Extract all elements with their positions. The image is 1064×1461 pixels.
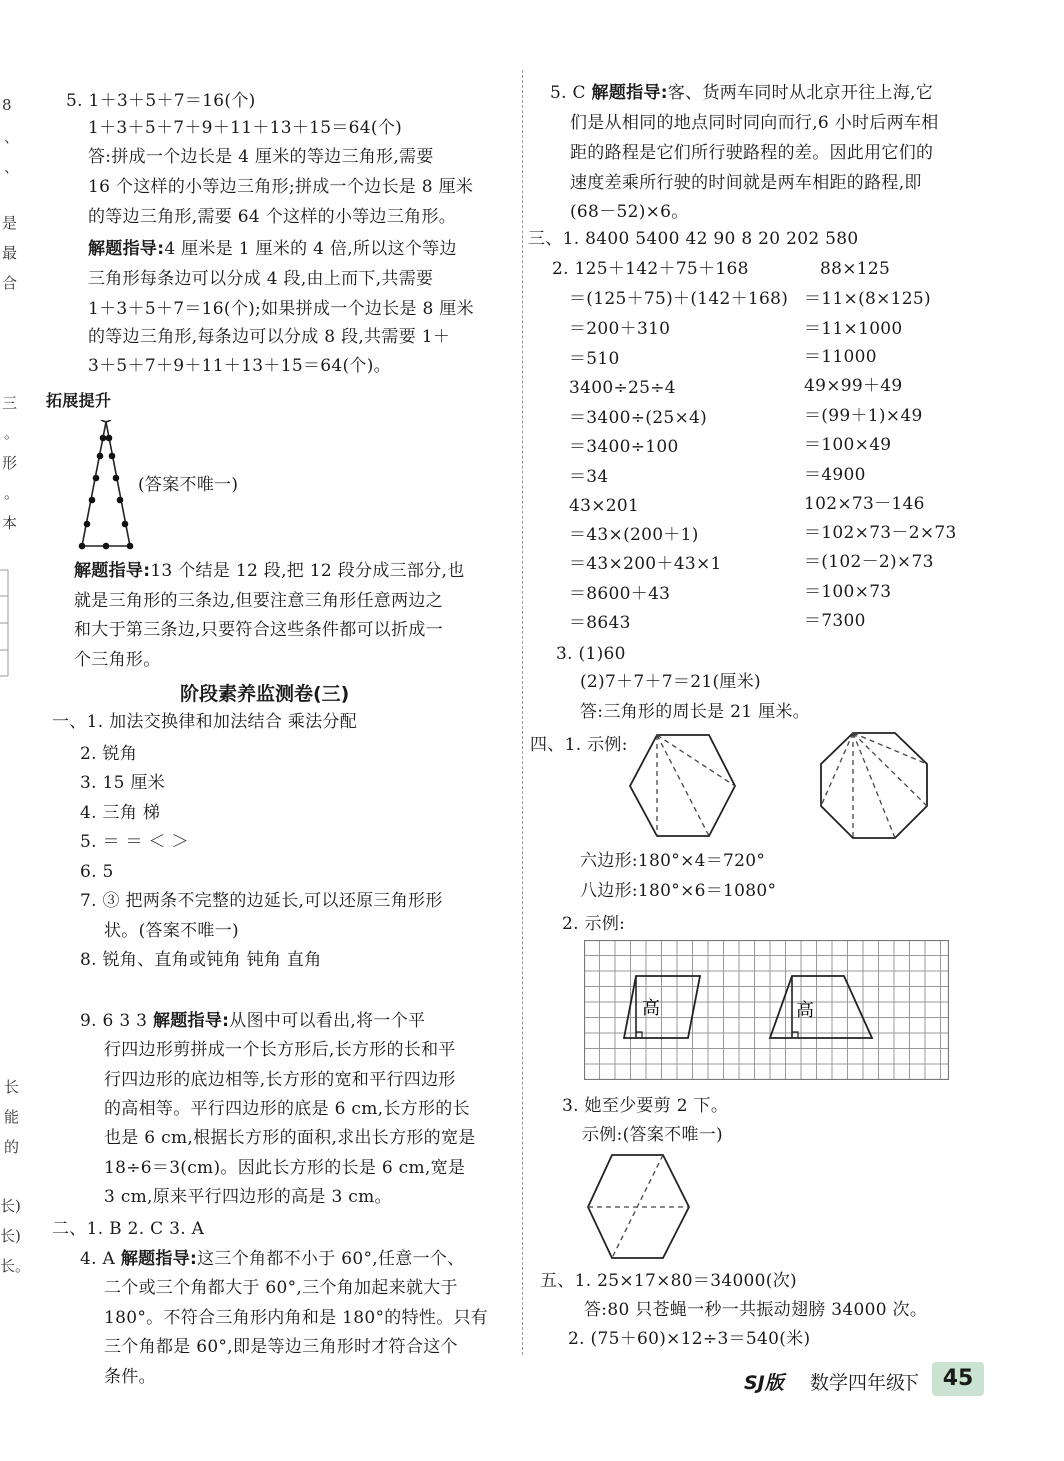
guide-text: 从图中可以看出,将一个平 (229, 1011, 426, 1031)
calc-line: ＝11×1000 (804, 319, 903, 339)
calc-line: ＝11000 (804, 347, 877, 367)
part4-item-1: 四、1. 示例: (530, 735, 628, 755)
calc-line: 2. 125＋142＋75＋168 (552, 259, 749, 279)
calc-line: ＝100×49 (804, 435, 892, 455)
extension-guide (74, 560, 465, 582)
calc-line: ＝3400÷100 (569, 437, 679, 457)
part1-item: 7. ③ 把两条不完整的边延长,可以还原三角形形 (80, 891, 443, 911)
part4-item-2: 2. 示例: (562, 914, 626, 934)
part1-item-9 (80, 1010, 425, 1032)
part3-item-3: 3. (1)60 (556, 644, 626, 664)
part2-guide: 二个或三个角都大于 60°,三个角加起来就大于 (104, 1278, 458, 1298)
part1-item: 6. 5 (80, 862, 114, 882)
q5-line: 1＋3＋5＋7＋9＋11＋13＋15＝64(个) (88, 118, 403, 138)
edge-mark: 。 (4, 484, 20, 502)
q5c-guide: 距的路程是它们所行驶路程的差。因此用它们的 (570, 143, 934, 163)
extension-note: (答案不唯一) (138, 475, 239, 495)
guide-label: 解题指导: (152, 1011, 230, 1031)
edge-mark: 长。 (0, 1257, 31, 1275)
part1-item: 4. 三角 梯 (80, 803, 161, 823)
q5c-guide: (68－52)×6。 (570, 202, 689, 222)
volume-label: 下 (900, 1372, 920, 1394)
guide-label: 解题指导: (120, 1249, 198, 1269)
part1-item: 5. ＝ ＝ ＜ ＞ (80, 832, 189, 852)
part1-item: 3. 15 厘米 (80, 773, 166, 793)
edge-mark: 、 (4, 128, 20, 146)
q5-answer: 答:拼成一个边长是 4 厘米的等边三角形,需要 (88, 147, 434, 167)
edge-mark: 长) (0, 1197, 21, 1215)
edge-mark: 长) (0, 1227, 21, 1245)
calc-line: ＝(99＋1)×49 (804, 406, 923, 426)
part1-guide: 3 cm,原来平行四边形的高是 3 cm。 (104, 1187, 392, 1207)
extension-guide: 和大于第三条边,只要符合这些条件都可以折成一 (74, 620, 444, 640)
height-label: 高 (642, 998, 660, 1019)
part1-item: 状。(答案不唯一) (104, 921, 239, 941)
hexagon-angle-sum: 六边形:180°×4＝720° (580, 851, 766, 871)
calc-line: ＝34 (569, 467, 609, 487)
edge-mark: 。 (4, 424, 20, 442)
guide-label: 解题指导: (74, 561, 151, 581)
guide-text: 4 厘米是 1 厘米的 4 倍,所以这个等边 (164, 239, 457, 259)
calc-line: ＝4900 (804, 465, 866, 485)
calc-line: 88×125 (820, 259, 891, 279)
part2-guide: 三个角都是 60°,即是等边三角形时才符合这个 (104, 1337, 458, 1357)
guide-label: 解题指导: (591, 83, 668, 103)
calc-line: ＝8600＋43 (569, 584, 671, 604)
edge-mark: 的 (4, 1138, 20, 1156)
edge-mark: 8 (2, 96, 12, 114)
grid-lines (584, 940, 949, 1080)
height-label: 高 (796, 1000, 814, 1021)
q5-guide (88, 238, 457, 260)
calc-line: ＝3400÷(25×4) (569, 408, 708, 428)
q5-answer: 16 个这样的小等边三角形;拼成一个边长是 8 厘米 (88, 177, 474, 197)
q5c-answer (550, 82, 933, 104)
edge-mark: 三 (2, 394, 18, 412)
answer-text: 4. A (80, 1249, 121, 1269)
part5-item-1: 五、1. 25×17×80＝34000(次) (540, 1271, 797, 1291)
q5-guide: 3＋5＋7＋9＋11＋13＋15＝64(个)。 (88, 356, 391, 376)
answer-text: 9. 6 3 3 (80, 1011, 153, 1031)
guide-label: 解题指导: (88, 239, 165, 259)
q5-guide: 1＋3＋5＋7＝16(个);如果拼成一个边长是 8 厘米 (88, 299, 474, 319)
calc-line: ＝43×200＋43×1 (569, 554, 722, 574)
part1-item: 8. 锐角、直角或钝角 钝角 直角 (80, 950, 322, 970)
page-number: 45 (932, 1362, 984, 1396)
grid-height-figure (584, 940, 949, 1080)
calc-line: ＝43×(200＋1) (569, 525, 699, 545)
edge-mark: 长 (4, 1078, 20, 1096)
part5-item-2: 2. (75＋60)×12÷3＝540(米) (568, 1329, 811, 1349)
edge-mark: 合 (2, 274, 18, 292)
part2-guide: 180°。不符合三角形内角和是 180°的特性。只有 (104, 1308, 489, 1328)
part1-guide: 也是 6 cm,根据长方形的面积,求出长方形的宽是 (104, 1128, 476, 1148)
column-divider (522, 70, 523, 1355)
calc-line: 43×201 (569, 496, 640, 516)
edge-mark: 最 (2, 244, 18, 262)
octagon-diagonals-figure (815, 730, 935, 844)
part4-item-3-note: 示例:(答案不唯一) (582, 1125, 723, 1145)
calc-line: 3400÷25÷4 (569, 378, 676, 398)
calc-line: ＝7300 (804, 611, 866, 631)
edge-mark: 能 (4, 1108, 20, 1126)
edge-mark: 是 (2, 214, 18, 232)
part2-guide: 条件。 (104, 1367, 156, 1387)
part1-guide: 18÷6＝3(cm)。因此长方形的长是 6 cm,宽是 (104, 1158, 466, 1178)
part3-item-3: 答:三角形的周长是 21 厘米。 (580, 702, 810, 722)
part1-item: 2. 锐角 (80, 744, 138, 764)
q5c-guide: 们是从相同的地点同时同向而行,6 小时后两车相 (570, 113, 939, 133)
guide-text: 客、货两车同时从北京开往上海,它 (667, 83, 934, 103)
calc-line: ＝102×73－2×73 (804, 523, 957, 543)
extension-heading: 拓展提升 (46, 391, 112, 410)
q5-guide: 三角形每条边可以分成 4 段,由上而下,共需要 (88, 269, 434, 289)
hexagon-diagonals-figure (625, 732, 740, 842)
calc-line: 102×73－146 (804, 494, 925, 514)
knot-triangle-figure (76, 420, 136, 554)
part1-item: 一、1. 加法交换律和加法结合 乘法分配 (52, 712, 358, 732)
part1-guide: 行四边形剪拼成一个长方形后,长方形的长和平 (104, 1040, 456, 1060)
q5-guide: 的等边三角形,每条边可以分成 8 段,共需要 1＋ (88, 327, 451, 347)
part2-item: 二、1. B 2. C 3. A (52, 1219, 205, 1239)
edition-label: SJ版 (744, 1372, 784, 1394)
edge-mark: 本 (2, 514, 18, 532)
octagon-angle-sum: 八边形:180°×6＝1080° (580, 881, 777, 901)
guide-text: 这三个角都不小于 60°,任意一个、 (197, 1249, 465, 1269)
part3-item-3: (2)7＋7＋7＝21(厘米) (580, 672, 761, 692)
guide-text: 13 个结是 12 段,把 12 段分成三部分,也 (150, 561, 465, 581)
calc-line: ＝8643 (569, 613, 631, 633)
edge-mark: 、 (4, 158, 20, 176)
subject-label: 数学四年级 (810, 1372, 906, 1394)
calc-line: ＝510 (569, 349, 620, 369)
calc-line: 49×99＋49 (804, 376, 903, 396)
part1-guide: 行四边形的底边相等,长方形的宽和平行四边形 (104, 1070, 456, 1090)
calc-line: ＝11×(8×125) (804, 289, 931, 309)
part2-item-4 (80, 1248, 464, 1270)
q5-answer: 的等边三角形,需要 64 个这样的小等边三角形。 (88, 207, 457, 227)
edge-mark: 形 (2, 454, 18, 472)
extension-guide: 个三角形。 (74, 650, 161, 670)
extension-guide: 就是三角形的三条边,但要注意三角形任意两边之 (74, 591, 444, 611)
hexagon-cut-figure (585, 1152, 695, 1262)
part5-answer: 答:80 只苍蝇一秒一共振动翅膀 34000 次。 (584, 1300, 928, 1320)
q5c-guide: 速度差乘所行驶的时间就是两车相距的路程,即 (570, 173, 922, 193)
calc-line: ＝(102－2)×73 (804, 552, 934, 572)
section-title: 阶段素养监测卷(三) (180, 683, 350, 705)
calc-line: ＝(125＋75)＋(142＋168) (569, 289, 789, 309)
q5-line: 5. 1＋3＋5＋7＝16(个) (66, 91, 256, 111)
calc-line: ＝100×73 (804, 582, 892, 602)
answer-text: 5. C (550, 83, 592, 103)
part3-item-1: 三、1. 8400 5400 42 90 8 20 202 580 (528, 229, 859, 249)
edge-table-fragment (0, 568, 10, 678)
part4-item-3: 3. 她至少要剪 2 下。 (562, 1096, 729, 1116)
part1-guide: 的高相等。平行四边形的底是 6 cm,长方形的长 (104, 1099, 470, 1119)
calc-line: ＝200＋310 (569, 319, 671, 339)
